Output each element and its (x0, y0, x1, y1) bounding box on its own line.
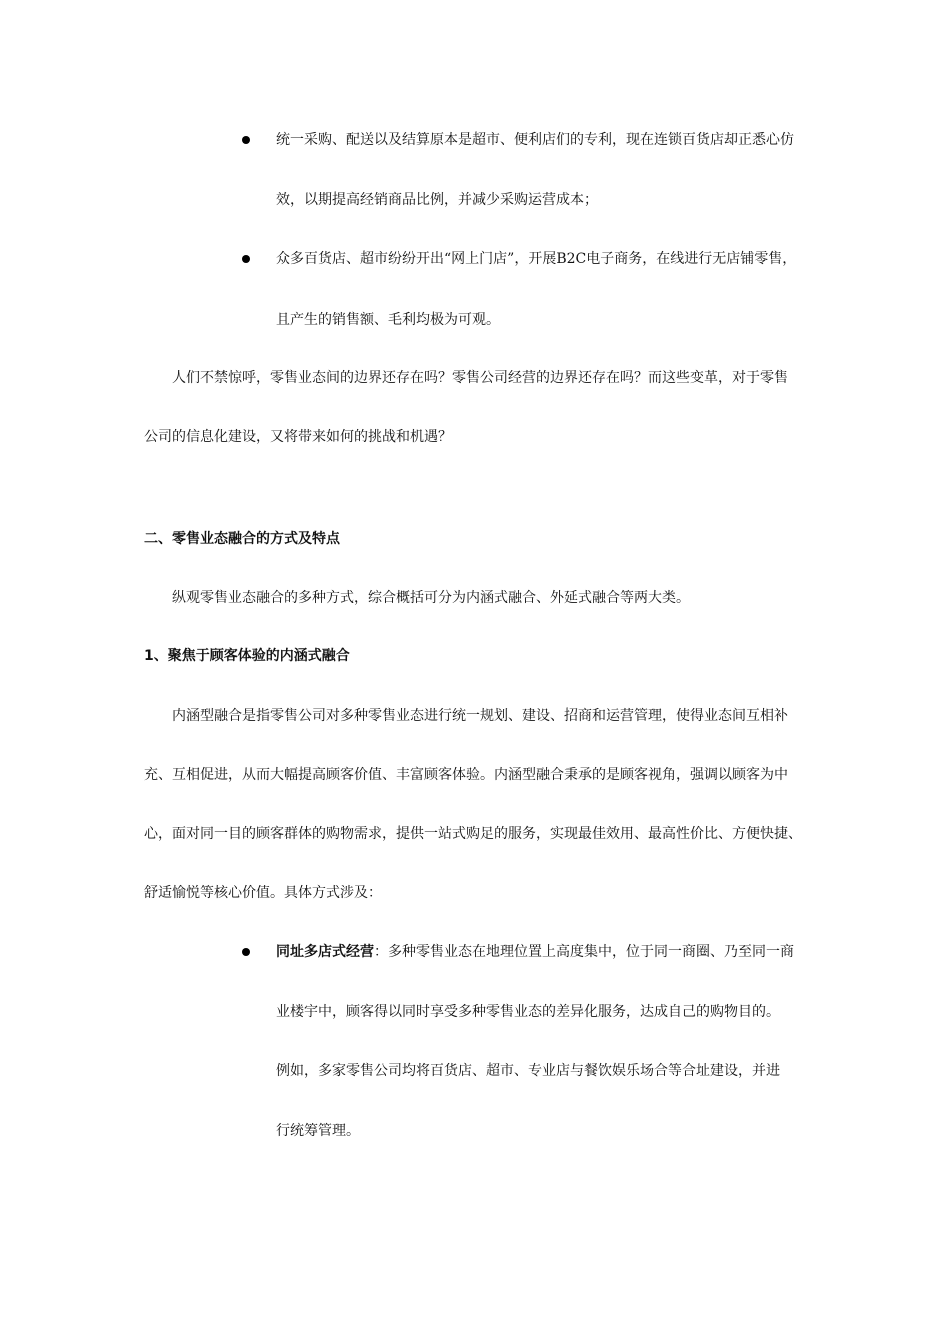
paragraph-line: 内涵型融合是指零售公司对多种零售业态进行统一规划、建设、招商和运营管理，使得业态间互相补 (172, 708, 788, 724)
subsection-heading: 1、聚焦于顾客体验的内涵式融合 (144, 648, 350, 664)
bullet-item-2-line-2: 且产生的销售额、毛利均极为可观。 (276, 312, 500, 328)
paragraph-line: 公司的信息化建设，又将带来如何的挑战和机遇？ (144, 429, 452, 445)
bullet-item-2-line-1: 众多百货店、超市纷纷开出“网上门店”，开展B2C电子商务，在线进行无店铺零售， (276, 251, 797, 267)
bullet-dot (242, 948, 250, 956)
paragraph-line: 充、互相促进，从而大幅提高顾客价值、丰富顾客体验。内涵型融合秉承的是顾客视角，强调以顾客为中 (144, 767, 788, 783)
paragraph-line: 心，面对同一目的顾客群体的购物需求，提供一站式购足的服务，实现最佳效用、最高性价比、方便快捷、 (144, 826, 802, 842)
paragraph-line: 舒适愉悦等核心价值。具体方式涉及： (144, 885, 382, 901)
bullet-item-1-line-1: 统一采购、配送以及结算原本是超市、便利店们的专利，现在连锁百货店却正悉心仿 (276, 132, 794, 148)
section-intro: 纵观零售业态融合的多种方式，综合概括可分为内涵式融合、外延式融合等两大类。 (172, 590, 690, 606)
bullet-item-line-4: 行统筹管理。 (276, 1123, 360, 1139)
bullet-item-1-line-2: 效，以期提高经销商品比例，并减少采购运营成本； (276, 192, 598, 208)
bullet-item-line-2: 业楼宇中，顾客得以同时享受多种零售业态的差异化服务，达成自己的购物目的。 (276, 1004, 780, 1020)
paragraph-line: 人们不禁惊呼，零售业态间的边界还存在吗？零售公司经营的边界还存在吗？而这些变革，对于零售 (172, 370, 788, 386)
bullet-term: 同址多店式经营 (276, 944, 374, 960)
bullet-dot (242, 255, 250, 263)
bullet-dot (242, 136, 250, 144)
bullet-item-line-1 (276, 942, 794, 962)
bullet-item-line-3: 例如，多家零售公司均将百货店、超市、专业店与餐饮娱乐场合等合址建设，并进 (276, 1063, 780, 1079)
section-heading: 二、零售业态融合的方式及特点 (144, 531, 340, 547)
bullet-text: ：多种零售业态在地理位置上高度集中，位于同一商圈、乃至同一商 (374, 944, 794, 960)
